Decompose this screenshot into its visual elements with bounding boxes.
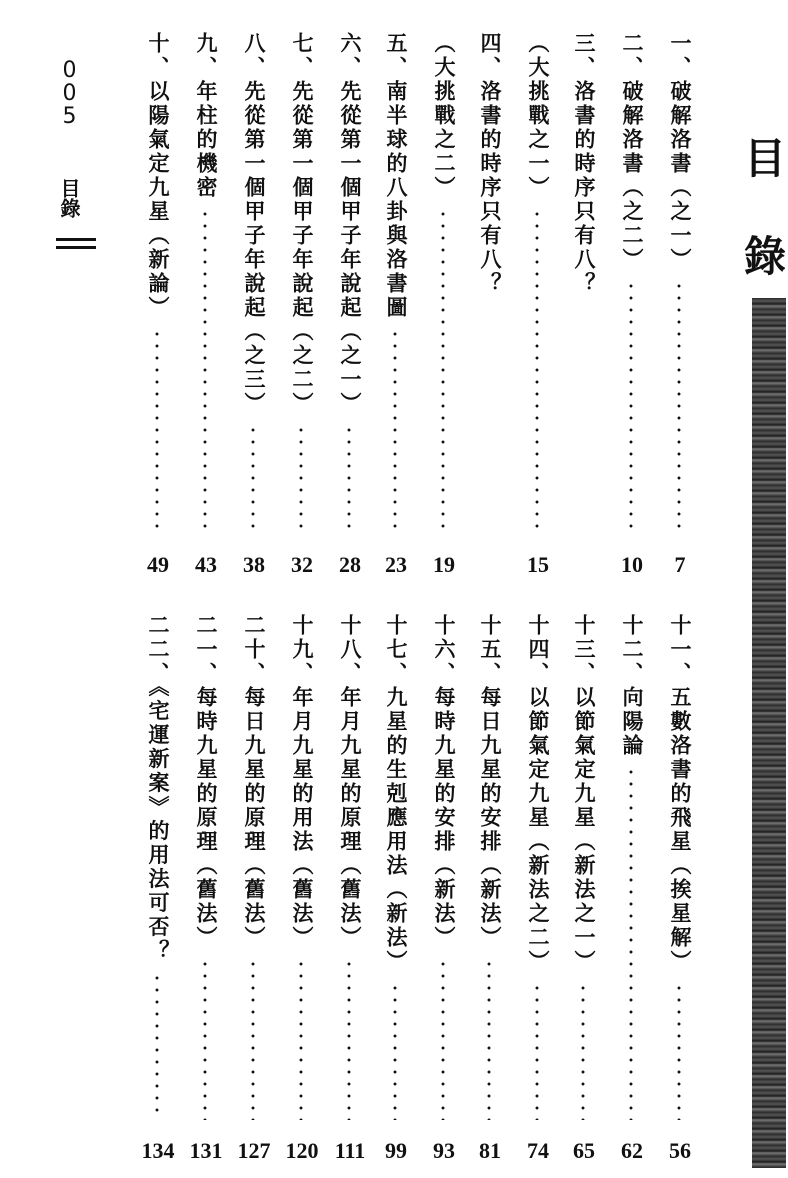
toc-entry-title: 一、破解洛書（之一）: [668, 32, 692, 272]
toc-entry: [426, 614, 462, 1168]
toc-page-number: 93: [433, 1138, 455, 1163]
toc-entry: [662, 32, 698, 582]
dot-leader: [628, 766, 634, 1120]
toc-page-number: 65: [573, 1138, 595, 1163]
toc-page-number: 15: [527, 552, 549, 577]
toc-entry-title: 十、以陽氣定九星（新論）: [146, 32, 170, 320]
toc-page-number: 134: [141, 1138, 175, 1163]
toc-entry-title: 四、洛書的時序只有八？: [478, 32, 502, 296]
dot-leader: [298, 424, 304, 533]
dot-leader: [440, 958, 446, 1120]
page-number: 005: [57, 58, 82, 127]
toc-entry-title: 十二、向陽論: [620, 614, 644, 758]
toc-page-number: 19: [433, 552, 455, 577]
running-header: 目錄: [57, 178, 81, 218]
toc-entry-title: （大挑戰之二）: [432, 32, 456, 200]
toc-entry: [566, 32, 602, 582]
toc-page-number: 56: [669, 1138, 691, 1163]
page-title-char: 錄: [743, 232, 786, 281]
page-title-char: 目: [743, 134, 786, 183]
toc-page-number: 127: [237, 1138, 271, 1163]
toc-page-number: 28: [339, 552, 361, 577]
toc-entry-title: 九、年柱的機密: [194, 32, 218, 200]
toc-entry-title: 二一、每時九星的原理（舊法）: [194, 614, 218, 950]
toc-entry: [614, 32, 650, 582]
dot-leader: [202, 958, 208, 1120]
dot-leader: [346, 424, 352, 533]
dot-leader: [392, 328, 398, 533]
dot-leader: [676, 280, 682, 533]
toc-entry: [520, 32, 556, 582]
dot-leader: [202, 208, 208, 533]
decorative-bar: [752, 298, 786, 1168]
toc-page-number: 120: [285, 1138, 319, 1163]
toc-entry: [140, 614, 176, 1168]
toc-entry: [188, 32, 224, 582]
toc-entry-title: 十八、年月九星的原理（舊法）: [338, 614, 362, 950]
toc-entry: [472, 614, 508, 1168]
toc-page-number: 81: [479, 1138, 501, 1163]
toc-page-number: 131: [189, 1138, 223, 1163]
toc-entry-title: 二二、《宅運新案》的用法可否？: [146, 614, 170, 964]
toc-entry-title: 六、先從第一個甲子年說起（之一）: [338, 32, 362, 416]
dot-leader: [250, 958, 256, 1120]
toc-entry-title: 十四、以節氣定九星（新法之二）: [526, 614, 550, 974]
toc-entry-title: 十七、九星的生剋應用法（新法）: [384, 614, 408, 974]
toc-entry: [378, 614, 414, 1168]
toc-entry: [236, 32, 272, 582]
toc-page-number: 74: [527, 1138, 549, 1163]
toc-entry: [284, 614, 320, 1168]
dot-leader: [676, 982, 682, 1120]
toc-page-number: 62: [621, 1138, 643, 1163]
dot-leader: [250, 424, 256, 533]
dot-leader: [298, 958, 304, 1120]
dot-leader: [154, 972, 160, 1121]
dot-leader: [154, 328, 160, 533]
toc-entry-title: 十三、以節氣定九星（新法之一）: [572, 614, 596, 974]
toc-page-number: 49: [147, 552, 169, 577]
dot-leader: [628, 280, 634, 533]
toc-entry-title: 三、洛書的時序只有八？: [572, 32, 596, 296]
toc-entry: [426, 32, 462, 582]
toc-page-number: 32: [291, 552, 313, 577]
toc-page-number: 10: [621, 552, 643, 577]
toc-page-number: 43: [195, 552, 217, 577]
dot-leader: [534, 208, 540, 533]
dot-leader: [346, 958, 352, 1120]
toc-entry: [332, 32, 368, 582]
toc-entry-title: 十五、每日九星的安排（新法）: [478, 614, 502, 950]
dot-leader: [440, 208, 446, 533]
toc-entry-title: 二十、每日九星的原理（舊法）: [242, 614, 266, 950]
toc-page-number: 38: [243, 552, 265, 577]
dot-leader: [486, 958, 492, 1120]
dot-leader: [580, 982, 586, 1120]
dot-leader: [534, 982, 540, 1120]
toc-entry: [188, 614, 224, 1168]
toc-entry: [520, 614, 556, 1168]
toc-entry: [662, 614, 698, 1168]
toc-entry: [332, 614, 368, 1168]
header-rule: [56, 246, 96, 249]
toc-entry: [140, 32, 176, 582]
toc-entry-title: 二、破解洛書（之二）: [620, 32, 644, 272]
toc-entry: [566, 614, 602, 1168]
toc-entry: [472, 32, 508, 582]
toc-page-number: 111: [334, 1138, 366, 1163]
toc-entry-title: 十六、每時九星的安排（新法）: [432, 614, 456, 950]
toc-entry: [284, 32, 320, 582]
toc-page-number: 23: [385, 552, 407, 577]
toc-entry-title: 十九、年月九星的用法（舊法）: [290, 614, 314, 950]
toc-entry-title: 十一、五數洛書的飛星（挨星解）: [668, 614, 692, 974]
toc-entry-title: （大挑戰之一）: [526, 32, 550, 200]
toc-entry-title: 八、先從第一個甲子年說起（之三）: [242, 32, 266, 416]
toc-entry: [614, 614, 650, 1168]
toc-page-number: 7: [674, 552, 686, 577]
toc-entry-title: 五、南半球的八卦與洛書圖: [384, 32, 408, 320]
toc-entry-title: 七、先從第一個甲子年說起（之二）: [290, 32, 314, 416]
toc-entry: [236, 614, 272, 1168]
header-rule: [56, 238, 96, 241]
dot-leader: [392, 982, 398, 1120]
toc-page-number: 99: [385, 1138, 407, 1163]
toc-entry: [378, 32, 414, 582]
